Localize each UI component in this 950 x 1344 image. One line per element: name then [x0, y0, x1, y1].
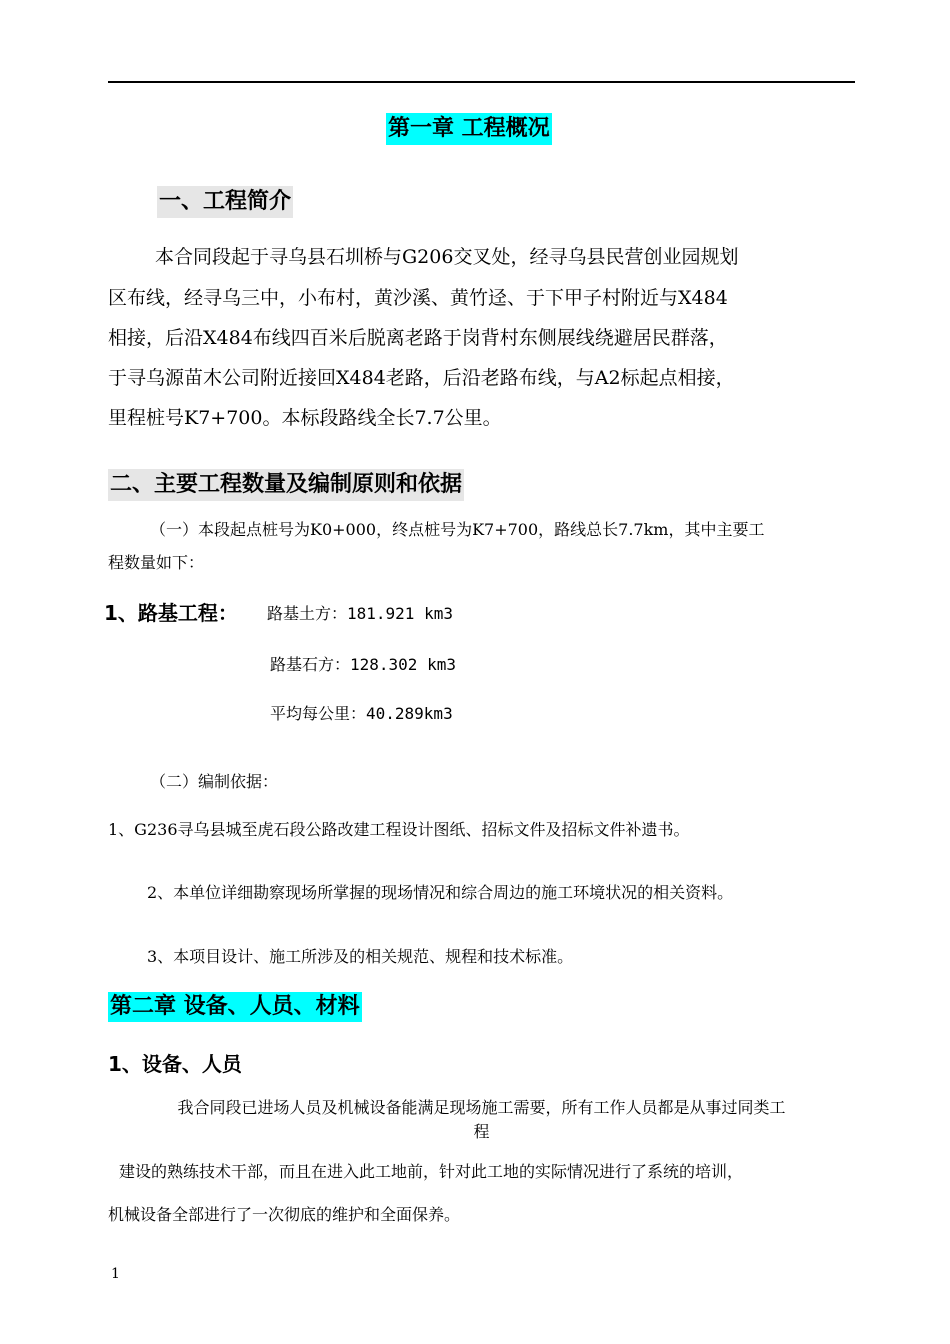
basis-heading: （二）编制依据： — [150, 772, 279, 791]
header-rule — [108, 81, 855, 83]
overview-line-4: 于寻乌源苗木公司附近接回X484老路，后沿老路布线，与A2标起点相接， — [108, 367, 735, 389]
section-heading-overview: 一、工程简介 — [157, 186, 293, 218]
overview-line-3: 相接，后沿X484布线四百米后脱离老路于岗背村东侧展线绕避居民群落， — [108, 327, 728, 349]
equipment-line-3: 建设的熟练技术干部，而且在进入此工地前，针对此工地的实际情况进行了系统的培训， — [119, 1162, 744, 1181]
equipment-line-1: 我合同段已进场人员及机械设备能满足现场施工需要，所有工作人员都是从事过同类工 — [177, 1098, 786, 1117]
equipment-line-4: 机械设备全部进行了一次彻底的维护和全面保养。 — [108, 1205, 461, 1224]
chapter-2-title: 第二章 设备、人员、材料 — [108, 992, 362, 1022]
roadbed-stonework: 路基石方：128.302 km3 — [270, 655, 456, 674]
subsection-equipment-personnel: 1、设备、人员 — [108, 1052, 242, 1076]
roadbed-label: 1、路基工程： — [104, 601, 238, 625]
overview-line-2: 区布线，经寻乌三中，小布村，黄沙溪、黄竹迳、于下甲子村附近与X484 — [108, 287, 728, 309]
page-number: 1 — [111, 1266, 120, 1282]
quantities-intro-line-1: （一）本段起点桩号为K0+000，终点桩号为K7+700，路线总长7.7km，其中主要工 — [150, 520, 765, 539]
basis-item-2: 2、本单位详细勘察现场所掌握的现场情况和综合周边的施工环境状况的相关资料。 — [147, 883, 734, 902]
overview-line-1: 本合同段起于寻乌县石圳桥与G206交叉处，经寻乌县民营创业园规划 — [155, 246, 739, 268]
chapter-1-title: 第一章 工程概况 — [386, 113, 552, 145]
quantities-intro-line-2: 程数量如下： — [108, 553, 205, 572]
equipment-line-2: 程 — [473, 1122, 490, 1141]
section-heading-quantities: 二、主要工程数量及编制原则和依据 — [108, 469, 464, 501]
roadbed-per-km: 平均每公里：40.289km3 — [270, 704, 453, 723]
basis-item-3: 3、本项目设计、施工所涉及的相关规范、规程和技术标准。 — [147, 947, 574, 966]
roadbed-earthwork: 路基土方：181.921 km3 — [267, 604, 453, 623]
basis-item-1: 1、G236寻乌县城至虎石段公路改建工程设计图纸、招标文件及招标文件补遗书。 — [108, 820, 690, 839]
overview-line-5: 里程桩号K7+700。本标段路线全长7.7公里。 — [108, 407, 502, 429]
